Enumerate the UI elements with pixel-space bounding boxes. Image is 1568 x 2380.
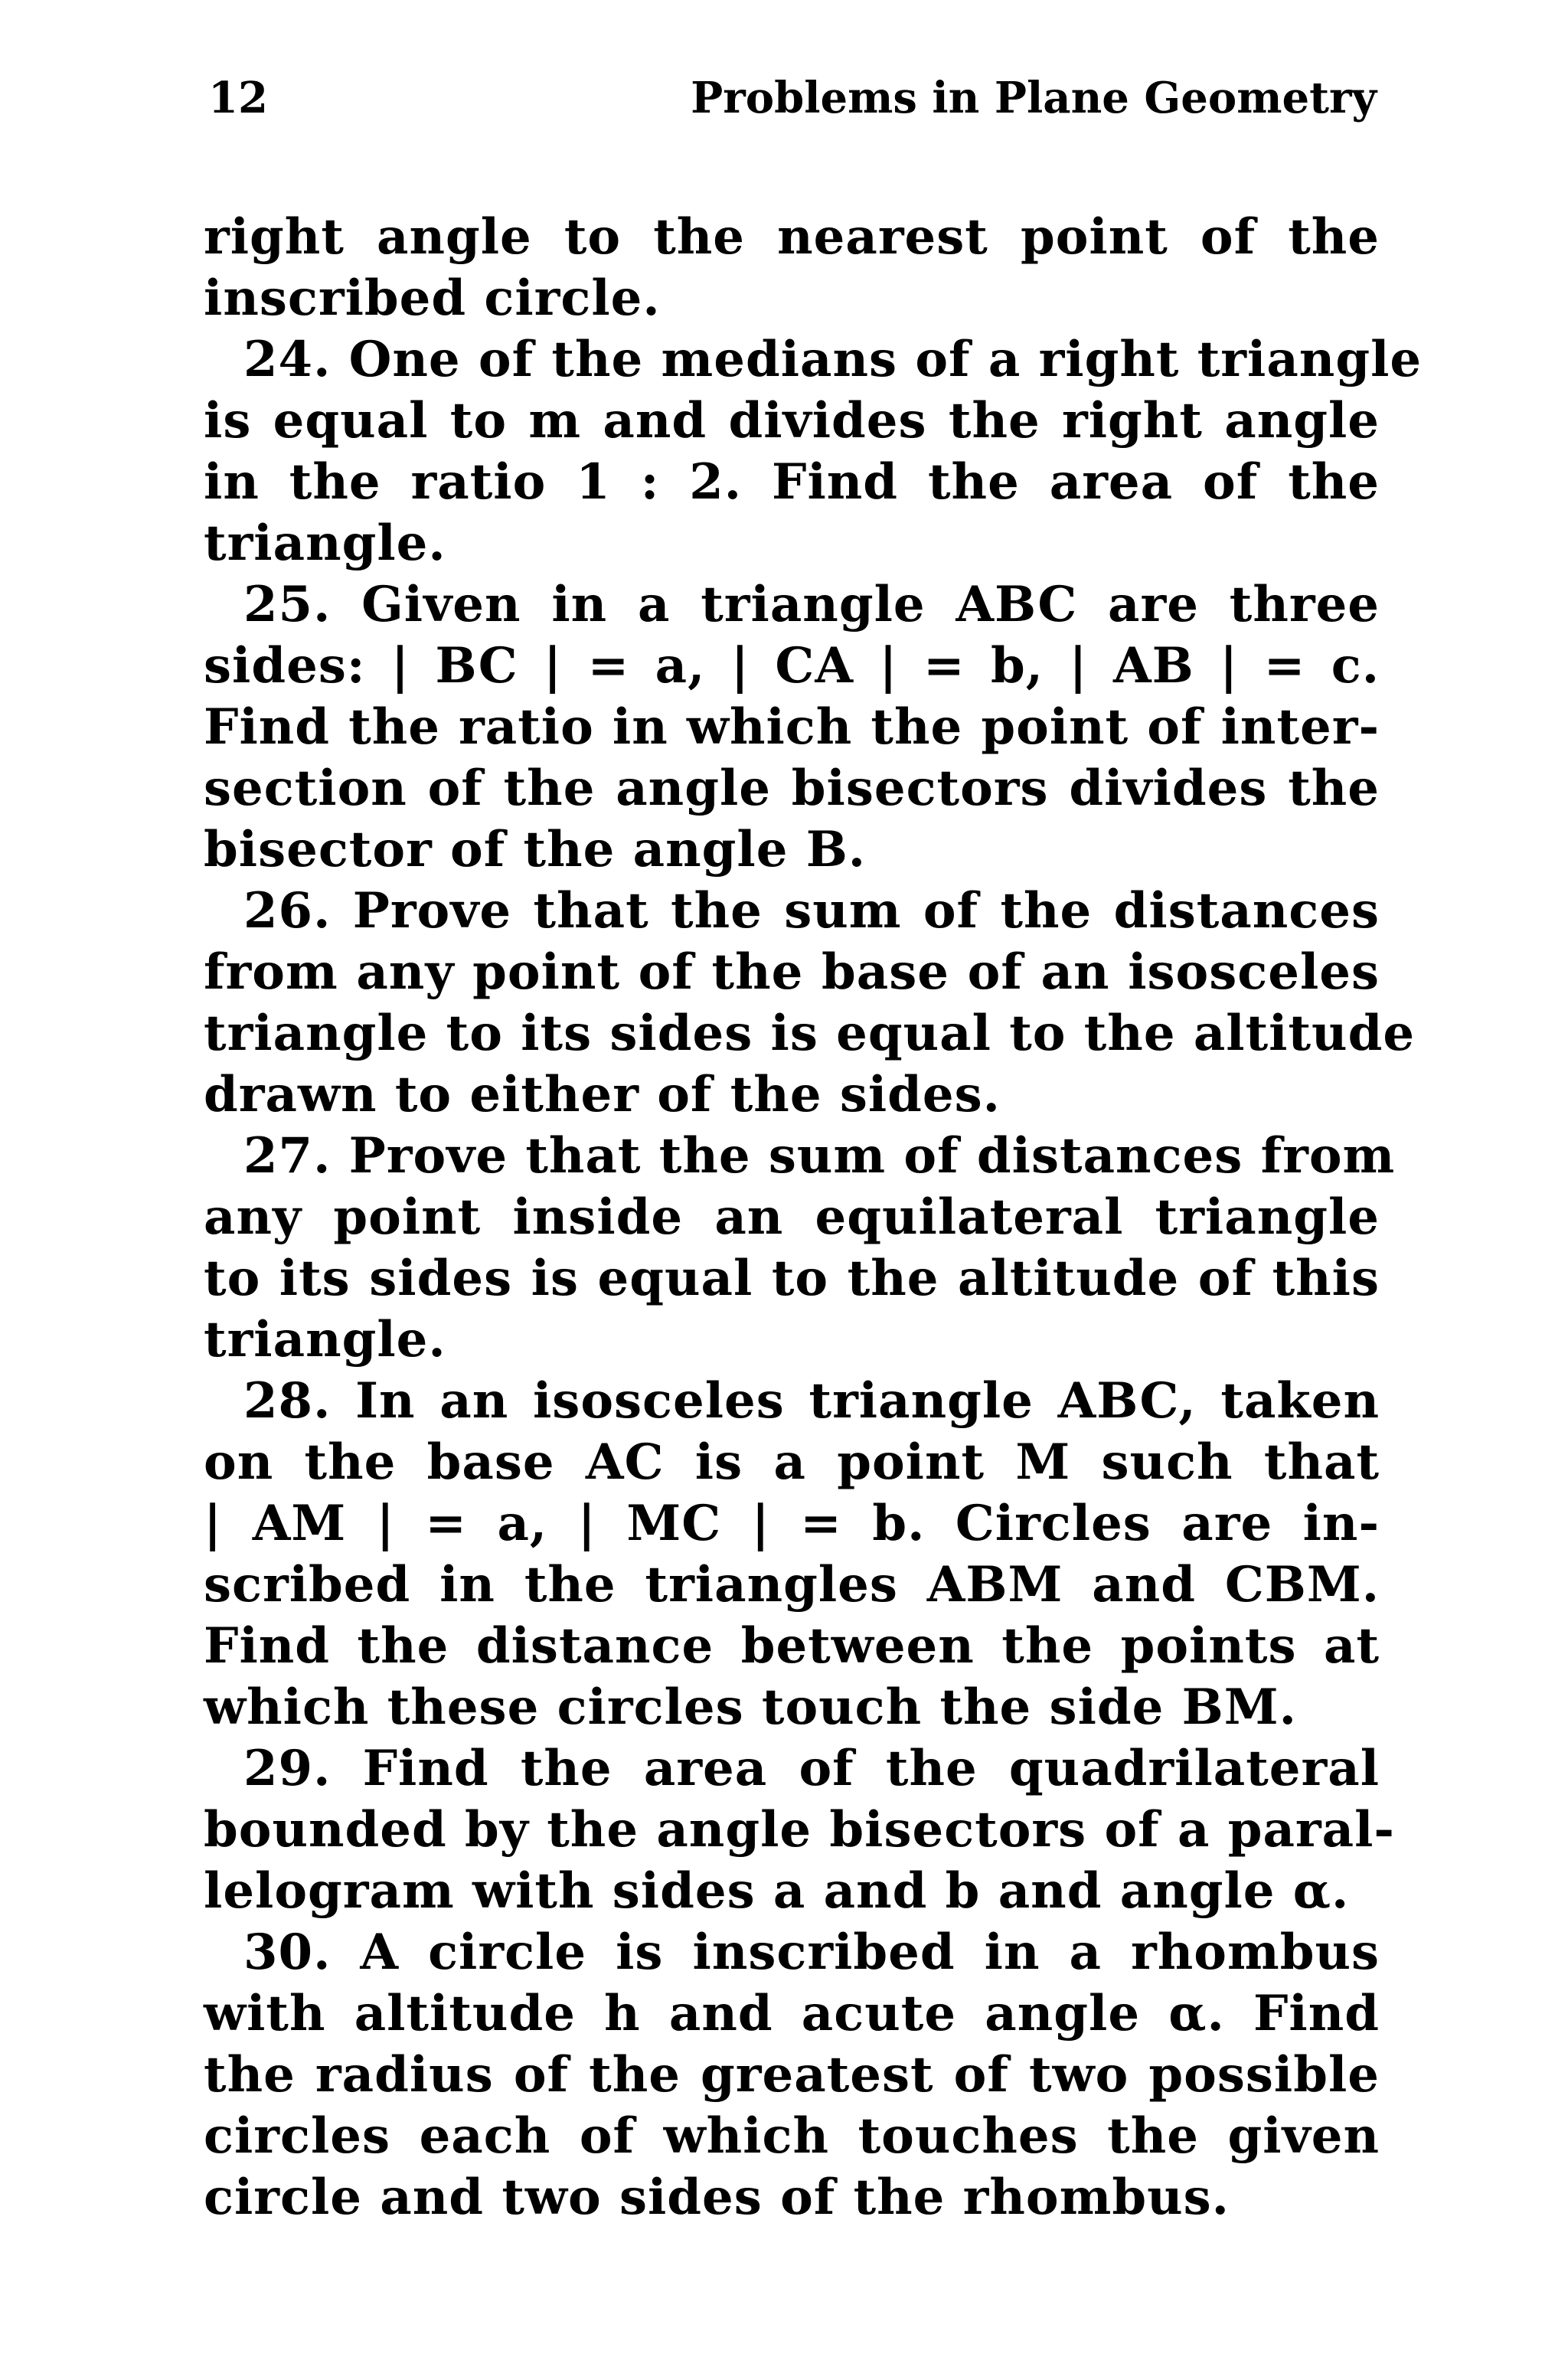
problem-29-line: 29. Find the area of the quadrilateral: [243, 1740, 1380, 1797]
text-line: on the base AC is a point M such that: [204, 1434, 1380, 1491]
text-line: scribed in the triangles ABM and CBM.: [204, 1556, 1380, 1613]
text-line: in the ratio 1 : 2. Find the area of the: [204, 453, 1380, 511]
text-line: triangle to its sides is equal to the altitude: [204, 1005, 1416, 1062]
text-line: bisector of the angle B.: [204, 821, 867, 878]
text-line: sides: | BC | = a, | CA | = b, | AB | = c.: [204, 637, 1380, 695]
text-line: any point inside an equilateral triangle: [204, 1188, 1380, 1246]
text-line: from any point of the base of an isosceles: [204, 943, 1380, 1001]
text-line: section of the angle bisectors divides the: [204, 760, 1380, 817]
text-line: to its sides is equal to the altitude of this: [204, 1250, 1380, 1307]
text-line: triangle.: [204, 515, 446, 572]
text-line: lelogram with sides a and b and angle α.: [204, 1862, 1350, 1920]
problem-26-line: 26. Prove that the sum of the distances: [243, 882, 1380, 940]
text-line: triangle.: [204, 1311, 446, 1368]
problem-24-line: 24. One of the medians of a right triangle: [243, 331, 1423, 388]
problem-25-line: 25. Given in a triangle ABC are three: [243, 576, 1380, 633]
page-header: [208, 74, 1377, 123]
problem-30-line: 30. A circle is inscribed in a rhombus: [243, 1924, 1380, 1981]
text-line: the radius of the greatest of two possible: [204, 2046, 1380, 2104]
text-line: right angle to the nearest point of the: [204, 208, 1380, 266]
text-line: with altitude h and acute angle α. Find: [204, 1985, 1380, 2042]
text-line: is equal to m and divides the right angle: [204, 392, 1380, 450]
text-line: which these circles touch the side BM.: [204, 1679, 1297, 1736]
text-line: Find the distance between the points at: [204, 1617, 1380, 1675]
text-line: drawn to either of the sides.: [204, 1066, 1001, 1123]
text-line: bounded by the angle bisectors of a paral-: [204, 1801, 1395, 1859]
page-body: [204, 207, 1423, 2228]
text-line: inscribed circle.: [204, 270, 661, 327]
problem-28-line: 28. In an isosceles triangle ABC, taken: [243, 1372, 1380, 1430]
text-line: circle and two sides of the rhombus.: [204, 2169, 1230, 2226]
text-line: circles each of which touches the given: [204, 2107, 1380, 2165]
text-line: Find the ratio in which the point of inter-: [204, 698, 1380, 756]
running-title: Problems in Plane Geometry: [691, 73, 1377, 123]
problem-27-line: 27. Prove that the sum of distances from: [243, 1127, 1396, 1185]
text-line: | AM | = a, | MC | = b. Circles are in-: [204, 1495, 1380, 1552]
page-number: 12: [208, 73, 268, 123]
